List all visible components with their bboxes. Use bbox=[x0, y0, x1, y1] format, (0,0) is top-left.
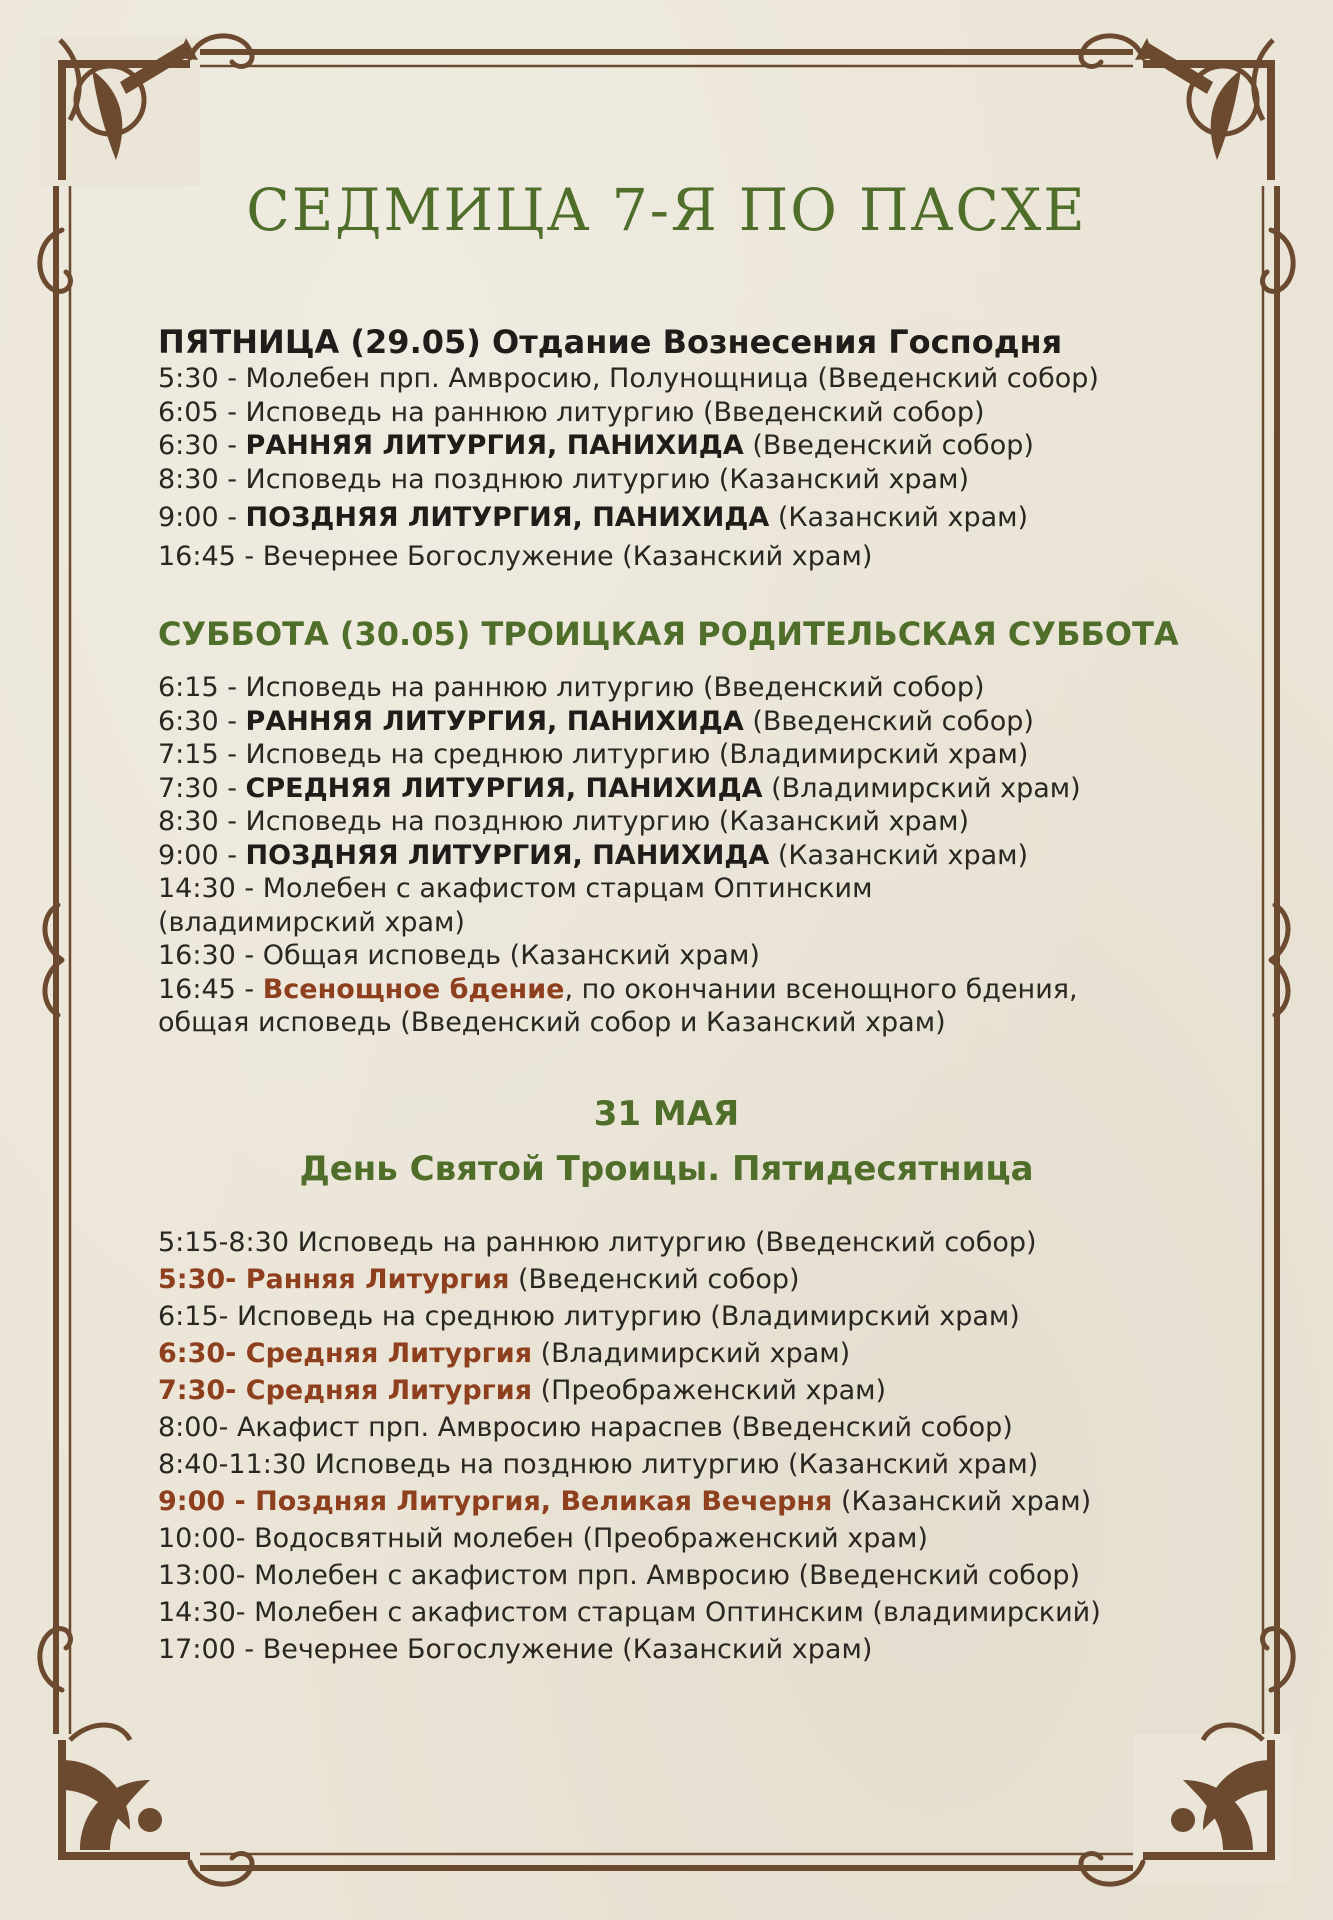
sunday-heading: День Святой Троицы. Пятидесятница bbox=[299, 1149, 1034, 1189]
schedule-item bbox=[158, 1483, 1238, 1520]
schedule-item bbox=[158, 429, 1238, 463]
item-text: Молебен с акафистом старцам Оптинским bbox=[262, 873, 873, 904]
item-text: 5:15-8:30 Исповедь на раннюю литургию (Введенский собор) bbox=[158, 1227, 1037, 1258]
page-title: СЕДМИЦА 7-Я ПО ПАСХЕ bbox=[246, 176, 1087, 244]
item-text: Исповедь на среднюю литургию (Владимирский храм) bbox=[245, 739, 1029, 770]
schedule-item bbox=[158, 805, 1238, 839]
item-service: ПОЗДНЯЯ ЛИТУРГИЯ, ПАНИХИДА bbox=[245, 502, 770, 533]
item-time: 7:15 - bbox=[158, 739, 246, 770]
item-text: (Преображенский храм) bbox=[532, 1375, 887, 1406]
schedule-item bbox=[158, 463, 1238, 497]
item-time: 16:30 - bbox=[158, 940, 263, 971]
item-service-highlight: Всенощное бдение bbox=[262, 973, 565, 1005]
item-text: Общая исповедь (Казанский храм) bbox=[262, 940, 760, 971]
schedule-item bbox=[158, 1446, 1238, 1483]
schedule-item bbox=[158, 1335, 1238, 1372]
schedule-item bbox=[158, 1631, 1238, 1668]
schedule-item-continuation bbox=[158, 1006, 1238, 1040]
item-time: 6:30 - bbox=[158, 705, 246, 737]
friday-heading: ПЯТНИЦА (29.05) Отдание Вознесения Господня bbox=[158, 323, 1063, 361]
item-time: 6:05 - bbox=[158, 396, 246, 428]
item-time: 9:00 - bbox=[158, 839, 246, 871]
item-service-highlight: 9:00 - Поздняя Литургия, Великая Вечерня bbox=[158, 1486, 833, 1517]
item-text: (Казанский храм) bbox=[769, 502, 1029, 533]
saturday-heading: СУББОТА (30.05) ТРОИЦКАЯ РОДИТЕЛЬСКАЯ СУББОТА bbox=[158, 615, 1179, 653]
schedule-item bbox=[158, 738, 1238, 772]
sunday-date: 31 МАЯ bbox=[593, 1094, 740, 1134]
item-text: 8:00- Акафист прп. Амвросию нараспев (Введенский собор) bbox=[158, 1412, 1013, 1443]
item-time: 6:30 - bbox=[158, 430, 246, 461]
item-text: Вечернее Богослужение (Казанский храм) bbox=[262, 540, 873, 572]
item-text: 13:00- Молебен с акафистом прп. Амвросию (Введенский собор) bbox=[158, 1560, 1081, 1591]
schedule-item bbox=[158, 939, 1238, 973]
item-service: СРЕДНЯЯ ЛИТУРГИЯ, ПАНИХИДА bbox=[245, 772, 763, 804]
item-time: 9:00 - bbox=[158, 502, 246, 533]
item-text: (владимирский храм) bbox=[158, 906, 465, 938]
item-time: 6:15 - bbox=[158, 672, 246, 703]
item-time: 14:30 - bbox=[158, 873, 263, 904]
item-text: Исповедь на позднюю литургию (Казанский храм) bbox=[245, 463, 970, 495]
schedule-item bbox=[158, 705, 1238, 739]
item-time: 8:30 - bbox=[158, 806, 246, 837]
schedule-item bbox=[158, 362, 1238, 396]
item-time: 7:30 - bbox=[158, 772, 246, 804]
schedule-item bbox=[158, 1520, 1238, 1557]
item-text: (Введенский собор) bbox=[743, 430, 1034, 461]
item-time: 16:45 - bbox=[158, 973, 263, 1005]
sunday-section bbox=[158, 1224, 1238, 1668]
item-text: (Введенский собор) bbox=[509, 1264, 800, 1295]
item-text: 6:15- Исповедь на среднюю литургию (Владимирский храм) bbox=[158, 1301, 1020, 1332]
item-service-highlight: 7:30- Средняя Литургия bbox=[158, 1375, 533, 1406]
item-service: РАННЯЯ ЛИТУРГИЯ, ПАНИХИДА bbox=[245, 430, 744, 461]
item-text: Молебен прп. Амвросию, Полунощница (Введенский собор) bbox=[245, 363, 1099, 394]
item-text: Исповедь на позднюю литургию (Казанский храм) bbox=[245, 806, 970, 837]
item-service-highlight: 6:30- Средняя Литургия bbox=[158, 1338, 533, 1369]
item-text: 14:30- Молебен с акафистом старцам Оптинским (владимирский) bbox=[158, 1597, 1101, 1628]
item-text: , по окончании всенощного бдения, bbox=[564, 973, 1078, 1005]
schedule-item bbox=[158, 772, 1238, 806]
schedule-item bbox=[158, 396, 1238, 430]
item-text: (Владимирский храм) bbox=[532, 1338, 851, 1369]
schedule-item bbox=[158, 1224, 1238, 1261]
schedule-item bbox=[158, 1298, 1238, 1335]
item-text: (Владимирский храм) bbox=[762, 772, 1081, 804]
item-time: 16:45 - bbox=[158, 540, 263, 572]
item-text: (Казанский храм) bbox=[832, 1486, 1092, 1517]
item-text: 10:00- Водосвятный молебен (Преображенский храм) bbox=[158, 1523, 928, 1554]
item-text: общая исповедь (Введенский собор и Казанский храм) bbox=[158, 1007, 946, 1038]
schedule-item bbox=[158, 872, 1238, 906]
item-text: (Казанский храм) bbox=[769, 839, 1029, 871]
item-text: Исповедь на раннюю литургию (Введенский собор) bbox=[245, 396, 985, 428]
schedule-item bbox=[158, 839, 1238, 873]
item-text: Исповедь на раннюю литургию (Введенский собор) bbox=[245, 672, 985, 703]
item-service: ПОЗДНЯЯ ЛИТУРГИЯ, ПАНИХИДА bbox=[245, 839, 770, 871]
schedule-item bbox=[158, 1372, 1238, 1409]
schedule-item bbox=[158, 1594, 1238, 1631]
item-service: РАННЯЯ ЛИТУРГИЯ, ПАНИХИДА bbox=[245, 705, 744, 737]
item-service-highlight: 5:30- Ранняя Литургия bbox=[158, 1264, 510, 1295]
schedule-item bbox=[158, 1557, 1238, 1594]
schedule-item bbox=[158, 1261, 1238, 1298]
saturday-section bbox=[158, 614, 1238, 1040]
item-time: 5:30 - bbox=[158, 363, 246, 394]
item-text: 8:40-11:30 Исповедь на позднюю литургию (Казанский храм) bbox=[158, 1449, 1039, 1480]
item-text: 17:00 - Вечернее Богослужение (Казанский храм) bbox=[158, 1634, 873, 1665]
schedule-item-continuation bbox=[158, 906, 1238, 940]
friday-section bbox=[158, 322, 1238, 573]
schedule-item bbox=[158, 671, 1238, 705]
schedule-item bbox=[158, 501, 1238, 535]
item-time: 8:30 - bbox=[158, 463, 246, 495]
schedule-item bbox=[158, 1409, 1238, 1446]
schedule-item bbox=[158, 540, 1238, 574]
schedule-item-vigil bbox=[158, 973, 1238, 1007]
item-text: (Введенский собор) bbox=[743, 705, 1034, 737]
